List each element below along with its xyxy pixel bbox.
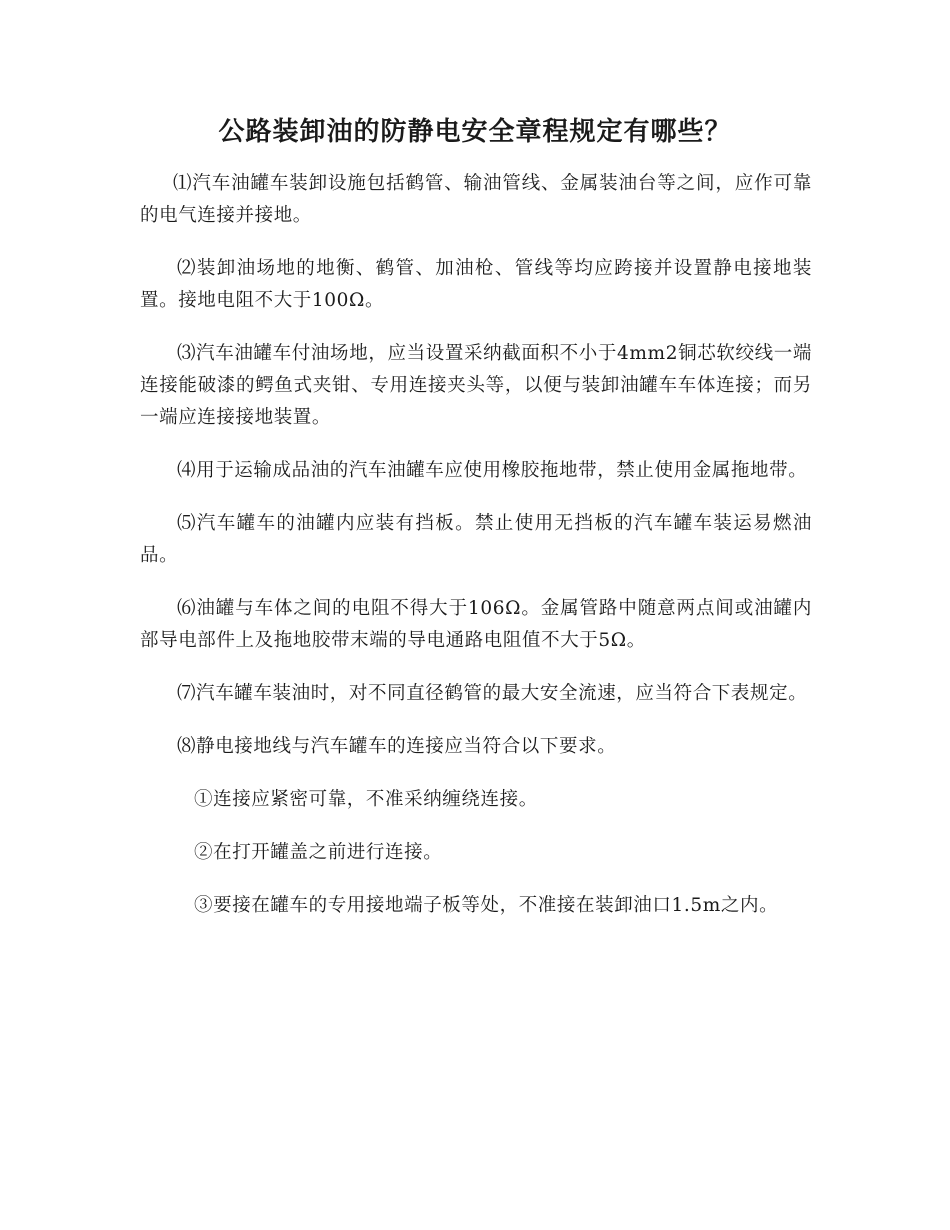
sub-item-1: ①连接应紧密可靠，不准采纳缠绕连接。 (194, 789, 538, 810)
paragraph-5: ⑸汽车罐车的油罐内应装有挡板。禁止使用无挡板的汽车罐车装运易燃油品。 (140, 513, 812, 566)
sub-item-3: ③要接在罐车的专用接地端子板等处，不准接在装卸油口1.5m之内。 (194, 895, 779, 916)
paragraph-2: ⑵装卸油场地的地衡、鹤管、加油枪、管线等均应跨接并设置静电接地装置。接地电阻不大于100Ω。 (140, 258, 812, 311)
paragraph-8: ⑻静电接地线与汽车罐车的连接应当符合以下要求。 (177, 736, 617, 757)
paragraph-3: ⑶汽车油罐车付油场地，应当设置采纳截面积不小于4mm2铜芯软绞线一端连接能破漆的鳄鱼式夹钳、专用连接夹头等，以便与装卸油罐车车体连接；而另一端应连接接地装置。 (140, 343, 812, 428)
document-title: 公路装卸油的防静电安全章程规定有哪些？ (218, 117, 732, 147)
paragraph-7: ⑺汽车罐车装油时，对不同直径鹤管的最大安全流速，应当符合下表规定。 (177, 683, 808, 704)
sub-item-2: ②在打开罐盖之前进行连接。 (194, 842, 443, 863)
paragraph-4: ⑷用于运输成品油的汽车油罐车应使用橡胶拖地带，禁止使用金属拖地带。 (177, 460, 808, 481)
paragraph-1: ⑴汽车油罐车装卸设施包括鹤管、输油管线、金属装油台等之间，应作可靠的电气连接并接地。 (140, 173, 812, 226)
paragraph-6: ⑹油罐与车体之间的电阻不得大于106Ω。金属管路中随意两点间或油罐内部导电部件上及拖地胶带末端的导电通路电阻值不大于5Ω。 (140, 598, 812, 651)
document-body (140, 168, 812, 943)
